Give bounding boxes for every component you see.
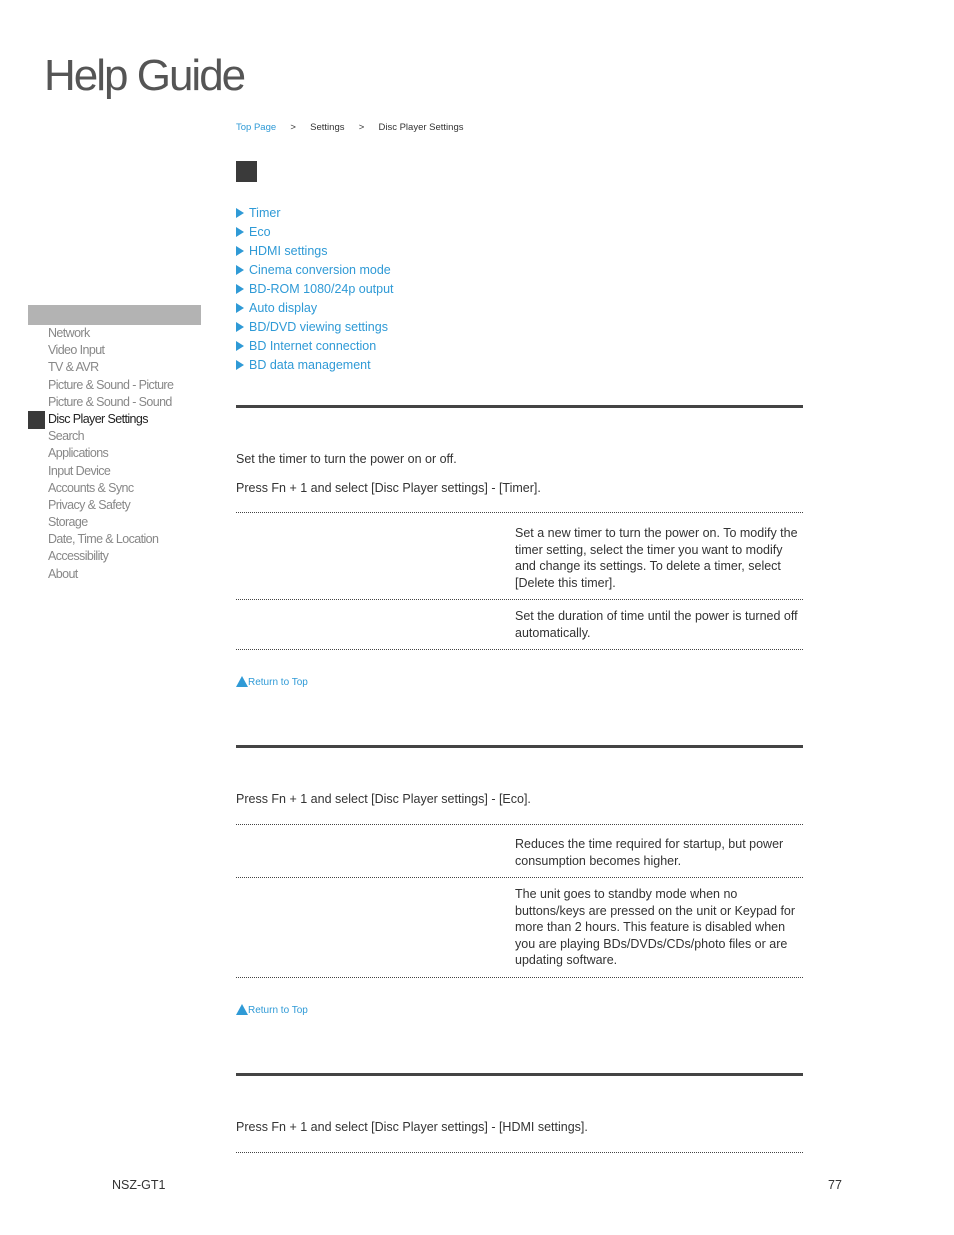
breadcrumb: [236, 122, 464, 133]
sidebar-item-input-device[interactable]: Input Device: [48, 463, 111, 478]
sidebar-item-disc-player-settings[interactable]: Disc Player Settings: [28, 411, 173, 428]
sidebar-item-privacy-safety[interactable]: Privacy & Safety: [48, 497, 131, 512]
table-divider: [236, 877, 803, 878]
breadcrumb-current: Disc Player Settings: [378, 122, 464, 133]
sidebar-item-accessibility[interactable]: Accessibility: [48, 549, 109, 564]
triangle-right-icon: [236, 265, 244, 275]
triangle-right-icon: [236, 360, 244, 370]
triangle-right-icon: [236, 246, 244, 256]
sidebar-header: [28, 305, 201, 325]
triangle-right-icon: [236, 208, 244, 218]
footer-page-number: 77: [828, 1178, 842, 1192]
sidebar-item-about[interactable]: About: [48, 566, 78, 581]
triangle-right-icon: [236, 227, 244, 237]
sidebar-item-date-time-location[interactable]: Date, Time & Location: [48, 532, 159, 547]
breadcrumb-separator: >: [290, 122, 296, 133]
footer-model: NSZ-GT1: [112, 1178, 166, 1192]
return-to-top-link[interactable]: Return to Top: [236, 1004, 308, 1016]
toc-item-eco[interactable]: Eco: [236, 224, 394, 243]
hdmi-instruction: Press Fn + 1 and select [Disc Player settings] - [HDMI settings].: [236, 1120, 588, 1134]
sidebar-item-storage[interactable]: Storage: [48, 515, 88, 530]
eco-instruction: Press Fn + 1 and select [Disc Player settings] - [Eco].: [236, 792, 531, 806]
toc-item-auto-display[interactable]: Auto display: [236, 300, 394, 319]
table-divider: [236, 512, 803, 513]
eco-row-description: The unit goes to standby mode when no buttons/keys are pressed on the unit or Keypad for more than 2 hours. This feature is disabled when you are playing BDs/DVDs/CDs/photo files or are updating software.: [515, 887, 796, 967]
toc-item-bd-data-management[interactable]: BD data management: [236, 357, 394, 376]
toc-item-timer[interactable]: Timer: [236, 205, 394, 224]
breadcrumb-settings[interactable]: Settings: [310, 122, 345, 133]
table-divider: [236, 1152, 803, 1153]
sidebar-nav: [28, 325, 173, 583]
triangle-up-icon: [236, 1004, 248, 1015]
triangle-right-icon: [236, 284, 244, 294]
triangle-up-icon: [236, 676, 248, 687]
table-divider: [236, 824, 803, 825]
timer-row-description: Set the duration of time until the power is turned off automatically.: [515, 609, 798, 640]
breadcrumb-separator: >: [358, 122, 365, 133]
toc-item-bd-internet[interactable]: BD Internet connection: [236, 338, 394, 357]
toc-item-bd-dvd-viewing[interactable]: BD/DVD viewing settings: [236, 319, 394, 338]
eco-row-description: Reduces the time required for startup, but power consumption becomes higher.: [515, 837, 784, 868]
toc-item-hdmi-settings[interactable]: HDMI settings: [236, 243, 394, 262]
sidebar-item-network[interactable]: Network: [48, 326, 90, 340]
sidebar-item-accounts-sync[interactable]: Accounts & Sync: [48, 480, 134, 495]
section-divider: [236, 405, 803, 408]
triangle-right-icon: [236, 341, 244, 351]
sidebar-item-applications[interactable]: Applications: [48, 446, 109, 461]
table-of-contents: [236, 205, 394, 376]
toc-item-cinema-conversion-mode[interactable]: Cinema conversion mode: [236, 262, 394, 281]
triangle-right-icon: [236, 322, 244, 332]
section-divider: [236, 745, 803, 748]
sidebar-item-video-input[interactable]: Video Input: [48, 343, 105, 358]
sidebar-item-picture-sound-sound[interactable]: Picture & Sound - Sound: [48, 394, 172, 409]
return-to-top-link[interactable]: Return to Top: [236, 676, 308, 688]
sidebar-item-search[interactable]: Search: [48, 429, 85, 444]
timer-instruction: Press Fn + 1 and select [Disc Player settings] - [Timer].: [236, 481, 541, 495]
triangle-right-icon: [236, 303, 244, 313]
page-title: Help Guide: [44, 51, 245, 100]
breadcrumb-top-page-link[interactable]: Top Page: [236, 122, 277, 133]
timer-intro: Set the timer to turn the power on or off.: [236, 452, 457, 466]
sidebar-item-picture-sound-picture[interactable]: Picture & Sound - Picture: [48, 377, 174, 392]
table-divider: [236, 977, 803, 978]
table-divider: [236, 649, 803, 650]
sidebar-item-tv-avr[interactable]: TV & AVR: [48, 360, 99, 375]
section-divider: [236, 1073, 803, 1076]
toc-item-bd-rom-output[interactable]: BD-ROM 1080/24p output: [236, 281, 394, 300]
table-divider: [236, 599, 803, 600]
section-title-block: [236, 161, 257, 182]
timer-row-description: Set a new timer to turn the power on. To modify the timer setting, select the timer you want to modify and change its settings. To delete a timer, select [Delete this timer].: [515, 526, 798, 590]
